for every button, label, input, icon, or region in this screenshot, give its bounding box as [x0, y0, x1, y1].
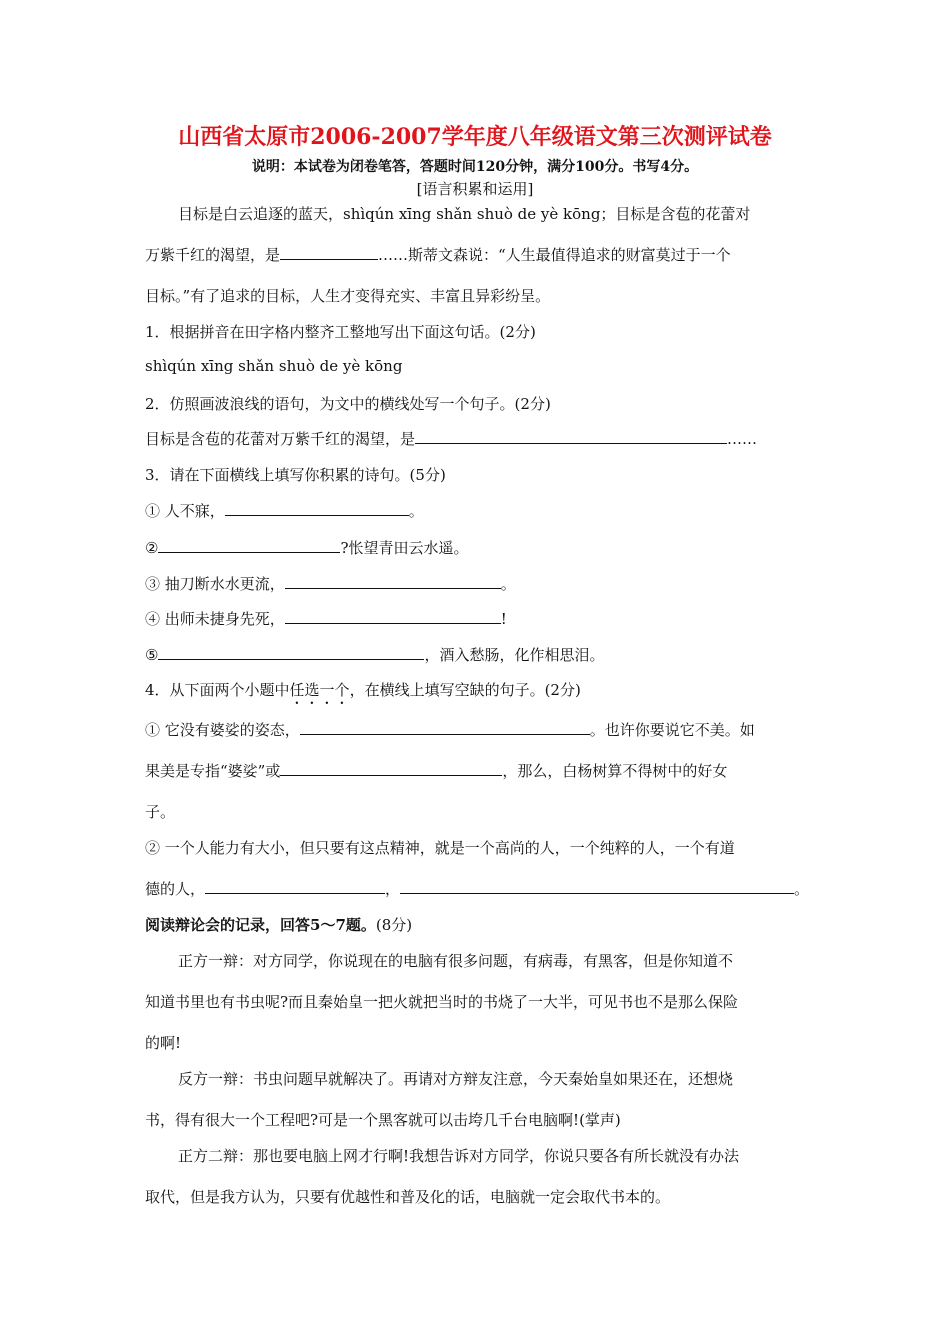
intro-line-2-start: 万紫千红的渴望，是: [145, 246, 281, 264]
q4-item-2-comma: ，: [385, 880, 401, 898]
poem-item-3: [145, 573, 516, 594]
question-2-prompt-text: 目标是含苞的花蕾对万紫千红的渴望，是: [145, 430, 416, 448]
reading-heading: [145, 914, 412, 935]
poem-blank-5[interactable]: [158, 644, 424, 660]
poem-blank-3[interactable]: [285, 573, 501, 589]
debate-p1-line-2: 知道书里也有书虫呢?而且秦始皇一把火就把当时的书烧了一大半，可见书也不是那么保险: [145, 993, 739, 1011]
question-4-start: 4．从下面两个小题中: [145, 681, 290, 699]
debate-p1-line-1: 正方一辩：对方同学，你说现在的电脑有很多问题，有病毒，有黑客，但是你知道不: [178, 952, 734, 970]
debate-p2-line-1: 反方一辩：书虫问题早就解决了。再请对方辩友注意，今天秦始皇如果还在，还想烧: [178, 1070, 734, 1088]
debate-p3-line-2: 取代，但是我方认为，只要有优越性和普及化的话，电脑就一定会取代书本的。: [145, 1188, 671, 1206]
reading-score: (8分): [375, 916, 413, 934]
question-4: [145, 679, 581, 708]
q4-item-2-line-1: ② 一个人能力有大小，但只要有这点精神，就是一个高尚的人，一个纯粹的人，一个有道: [145, 839, 735, 857]
intro-line-3: 目标。”有了追求的目标，人生才变得充实、丰富且异彩纷呈。: [145, 287, 551, 305]
poem-item-1-before: ① 人不寐，: [145, 502, 225, 520]
q4-item-2-line-2-start: 德的人，: [145, 880, 206, 898]
intro-blank[interactable]: [280, 244, 378, 260]
poem-item-5-after: ，酒入愁肠，化作相思泪。: [424, 646, 605, 664]
question-1: 1．根据拼音在田字格内整齐工整地写出下面这句话。(2分): [145, 323, 536, 341]
poem-blank-2[interactable]: [158, 537, 340, 553]
q4-item-1-line-1-end: 。也许你要说它不美。如: [589, 721, 755, 739]
question-3: 3．请在下面横线上填写你积累的诗句。(5分): [145, 466, 446, 484]
q4-item-2-period: 。: [794, 880, 810, 898]
poem-item-3-before: ③ 抽刀断水水更流，: [145, 575, 285, 593]
question-2-blank[interactable]: [415, 428, 727, 444]
q4-item-1-line-2: [145, 760, 727, 781]
poem-item-4-after: !: [500, 610, 507, 628]
question-2: 2．仿照画波浪线的语句，为文中的横线处写一个句子。(2分): [145, 395, 551, 413]
reading-heading-text: 阅读辩论会的记录，回答5～7题。: [145, 916, 376, 934]
exam-title: 山西省太原市2006-2007学年度八年级语文第三次测评试卷: [178, 124, 772, 150]
intro-line-2-end: ……斯蒂文森说：“人生最值得追求的财富莫过于一个: [378, 246, 731, 264]
question-4-end: ，在横线上填写空缺的句子。(2分): [349, 681, 581, 699]
poem-item-2-after: ?怅望青田云水遥。: [340, 539, 469, 557]
q4-blank-4[interactable]: [400, 878, 794, 894]
intro-line-1: 目标是白云追逐的蓝天，shìqún xīng shǎn shuò de yè kōng；目标是含苞的花蕾对: [178, 205, 751, 223]
q4-item-2-line-2: [145, 878, 809, 899]
q4-item-1-line-1: [145, 719, 755, 740]
q4-item-1-line-1-start: ① 它没有婆娑的姿态，: [145, 721, 300, 739]
poem-item-4: [145, 608, 507, 629]
debate-p3-line-1: 正方二辩：那也要电脑上网才行啊!我想告诉对方同学，你说只要各有所长就没有办法: [178, 1147, 740, 1165]
intro-line-2: [145, 244, 731, 265]
poem-blank-4[interactable]: [285, 608, 501, 624]
poem-item-1-after: 。: [408, 502, 424, 520]
q4-blank-2[interactable]: [280, 760, 502, 776]
poem-item-5-before: ⑤: [145, 646, 159, 664]
question-2-ellipsis: ……: [727, 430, 758, 448]
q4-blank-3[interactable]: [205, 878, 385, 894]
question-1-pinyin: shìqún xīng shǎn shuò de yè kōng: [145, 357, 403, 375]
q4-item-1-line-2-end: ，那么，白杨树算不得树中的好女: [502, 762, 728, 780]
poem-item-2: [145, 537, 469, 558]
poem-item-3-after: 。: [500, 575, 516, 593]
poem-item-4-before: ④ 出师未捷身先死，: [145, 610, 285, 628]
exam-instructions: 说明：本试卷为闭卷笔答，答题时间120分钟，满分100分。书写4分。: [251, 159, 699, 175]
poem-item-2-before: ②: [145, 539, 159, 557]
q4-blank-1[interactable]: [300, 719, 590, 735]
section-heading: [语言积累和运用]: [416, 180, 534, 198]
q4-item-1-line-3: 子。: [145, 803, 176, 821]
debate-p2-line-2: 书，得有很大一个工程吧?可是一个黑客就可以击垮几千台电脑啊!(掌声): [145, 1111, 621, 1129]
question-4-emphasis: 任选一个: [289, 681, 350, 699]
question-2-prompt: [145, 428, 757, 449]
poem-blank-1[interactable]: [225, 500, 409, 516]
poem-item-5: [145, 644, 604, 665]
poem-item-1: [145, 500, 424, 521]
q4-item-1-line-2-start: 果美是专指“婆娑”或: [145, 762, 281, 780]
debate-p1-line-3: 的啊!: [145, 1034, 182, 1052]
